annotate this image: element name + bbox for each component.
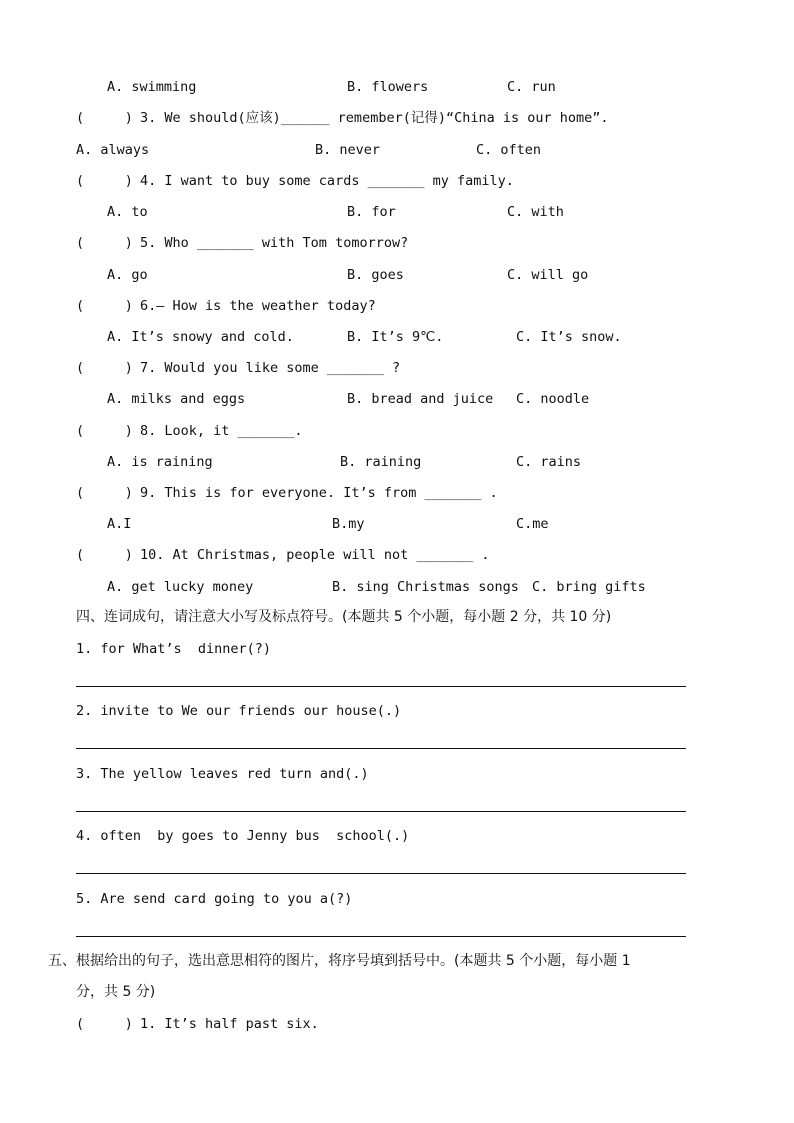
q9-question: 9. This is for everyone. It’s from _______ . [140,485,498,501]
q6-answer-paren[interactable]: ( ) [76,298,133,314]
q9-option-b: B.my [332,516,365,532]
q4-answer-paren[interactable]: ( ) [76,173,133,189]
q2-option-b: B. flowers [347,79,429,95]
answer-line-2[interactable] [76,748,686,749]
q6-question: 6.— How is the weather today? [140,298,376,314]
q5-question: 5. Who _______ with Tom tomorrow? [140,235,409,251]
q8-option-c: C. rains [516,454,582,470]
q6-option-c: C. It’s snow. [516,329,622,345]
q8-answer-paren[interactable]: ( ) [76,423,133,439]
q4-option-a: A. to [107,204,148,220]
q5-option-b: B. goes [347,267,404,283]
section4-item-5: 5. Are send card going to you a(?) [76,891,353,907]
q8-question: 8. Look, it _______. [140,423,303,439]
q7-answer-paren[interactable]: ( ) [76,360,133,376]
q3-option-c: C. often [476,142,542,158]
q10-answer-paren[interactable]: ( ) [76,547,133,563]
section5-heading-line1: 五、根据给出的句子，选出意思相符的图片，将序号填到括号中。(本题共 5 个小题，每小题 1 [48,953,631,969]
q4-option-b: B. for [347,204,396,220]
q6-option-b: B. It’s 9℃. [347,329,444,345]
q10-question: 10. At Christmas, people will not _______ . [140,547,490,563]
s5-q1-answer-paren[interactable]: ( ) [76,1016,133,1032]
q5-option-a: A. go [107,267,148,283]
q9-option-c: C.me [516,516,549,532]
q3-question: 3. We should(应该)______ remember(记得)“China is our home”. [140,110,609,126]
q10-option-a: A. get lucky money [107,579,254,595]
q5-option-c: C. will go [507,267,589,283]
section4-item-3: 3. The yellow leaves red turn and(.) [76,766,369,782]
q7-question: 7. Would you like some _______ ? [140,360,401,376]
section5-heading-line2: 分，共 5 分) [76,984,156,1000]
q3-option-a: A. always [76,142,150,158]
answer-line-1[interactable] [76,686,686,687]
answer-line-3[interactable] [76,811,686,812]
q3-option-b: B. never [315,142,381,158]
section4-heading: 四、连词成句，请注意大小写及标点符号。(本题共 5 个小题，每小题 2 分，共 10 分) [76,609,612,625]
s5-q1-question: 1. It’s half past six. [140,1016,319,1032]
q2-option-c: C. run [507,79,556,95]
q8-option-b: B. raining [340,454,422,470]
section4-item-2: 2. invite to We our friends our house(.) [76,703,402,719]
section4-item-4: 4. often by goes to Jenny bus school(.) [76,828,410,844]
q5-answer-paren[interactable]: ( ) [76,235,133,251]
q9-answer-paren[interactable]: ( ) [76,485,133,501]
q4-option-c: C. with [507,204,564,220]
section4-item-1: 1. for What’s dinner(?) [76,641,272,657]
q8-option-a: A. is raining [107,454,213,470]
q7-option-b: B. bread and juice [347,391,494,407]
answer-line-4[interactable] [76,873,686,874]
q3-answer-paren[interactable]: ( ) [76,110,133,126]
q6-option-a: A. It’s snowy and cold. [107,329,294,345]
q10-option-b: B. sing Christmas songs [332,579,519,595]
q9-option-a: A.I [107,516,132,532]
q2-option-a: A. swimming [107,79,197,95]
q10-option-c: C. bring gifts [532,579,646,595]
answer-line-5[interactable] [76,936,686,937]
q7-option-c: C. noodle [516,391,590,407]
q4-question: 4. I want to buy some cards _______ my family. [140,173,514,189]
q7-option-a: A. milks and eggs [107,391,246,407]
